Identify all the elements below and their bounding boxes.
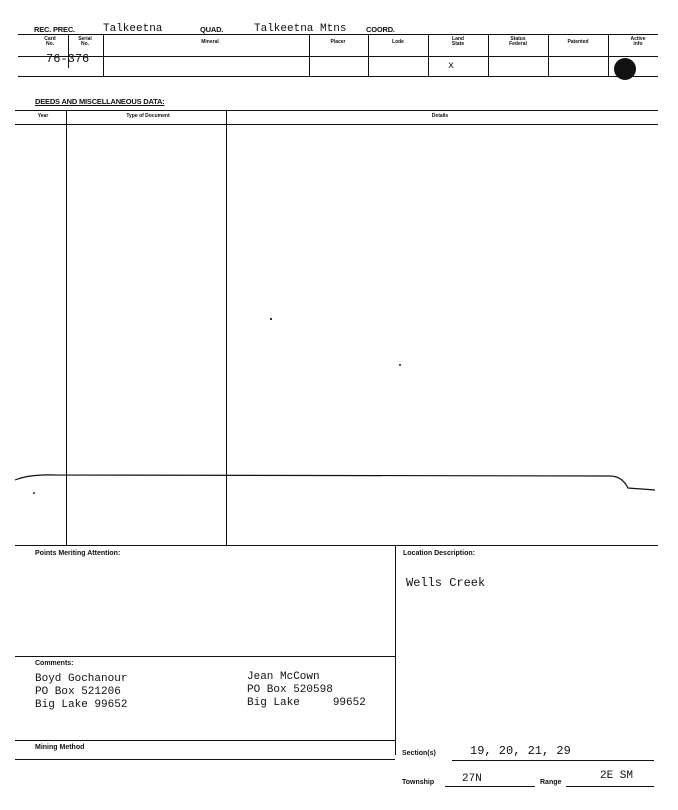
contact1-city: Big Lake 99652 (35, 699, 128, 711)
col-divider (309, 34, 310, 76)
bottom-top-rule (15, 545, 658, 546)
col-serial-no: Serial No. (78, 36, 92, 47)
deeds-title: DEEDS AND MISCELLANEOUS DATA: (35, 97, 165, 106)
township-label: Township (402, 779, 435, 786)
contact1-address: PO Box 521206 (35, 686, 121, 698)
contact2-city: Big Lake 99652 (247, 697, 366, 709)
deeds-header-rule (15, 124, 658, 125)
col-placer: Placer (330, 39, 346, 45)
range-label: Range (540, 779, 562, 786)
col-divider (428, 34, 429, 76)
township-value: 27N (462, 773, 482, 785)
comments-rule (15, 656, 395, 657)
col-active-info: Active info (630, 36, 646, 47)
header-top-rule (18, 34, 658, 35)
col-divider (548, 34, 549, 76)
header-mid-rule (18, 56, 658, 57)
col-type-of-document: Type of Document (126, 113, 170, 119)
contact2-name: Jean McCown (247, 671, 320, 683)
col-land-state: Land State (451, 36, 465, 47)
rec-prec-label: REC. PREC. (34, 25, 75, 34)
sections-underline (452, 760, 654, 761)
sections-label: Section(s) (402, 750, 436, 757)
punch-hole (614, 58, 636, 80)
points-label: Points Meriting Attention: (35, 550, 121, 557)
contact1-name: Boyd Gochanour (35, 673, 128, 685)
card-no-value: 76-376 (46, 52, 90, 66)
mining-method-rule (15, 740, 395, 741)
sections-value: 19, 20, 21, 29 (470, 744, 571, 758)
fold-line (0, 462, 678, 502)
mining-method-label: Mining Method (35, 744, 85, 751)
col-card-no: Card No. (44, 36, 56, 47)
col-lode: Lode (392, 39, 404, 45)
speck (33, 492, 35, 494)
quad-value: Talkeetna Mtns (254, 23, 347, 35)
bottom-divider (395, 545, 396, 755)
location-label: Location Description: (403, 550, 475, 557)
col-divider (368, 34, 369, 76)
header-bottom-rule (18, 76, 658, 77)
col-details: Details (431, 113, 449, 119)
col-status-federal: Status Federal (509, 36, 527, 47)
range-underline (566, 786, 654, 787)
speck (270, 318, 272, 320)
col-divider (608, 34, 609, 76)
contact2-address: PO Box 520598 (247, 684, 333, 696)
land-state-mark: x (448, 61, 455, 72)
comments-label: Comments: (35, 660, 74, 667)
range-value: 2E SM (600, 770, 634, 782)
col-divider (103, 34, 104, 76)
quad-label: QUAD. (200, 25, 224, 34)
location-value: Wells Creek (406, 576, 486, 590)
col-year: Year (37, 113, 49, 119)
col-mineral: Mineral (201, 39, 219, 45)
speck (399, 364, 401, 366)
deeds-top-rule (15, 110, 658, 111)
col-patented: Patented (567, 39, 589, 45)
township-underline (445, 786, 535, 787)
rec-prec-value: Talkeetna (103, 23, 163, 35)
coord-label: COORD. (366, 25, 395, 34)
mining-method-bottom-rule (15, 759, 395, 760)
col-divider (488, 34, 489, 76)
